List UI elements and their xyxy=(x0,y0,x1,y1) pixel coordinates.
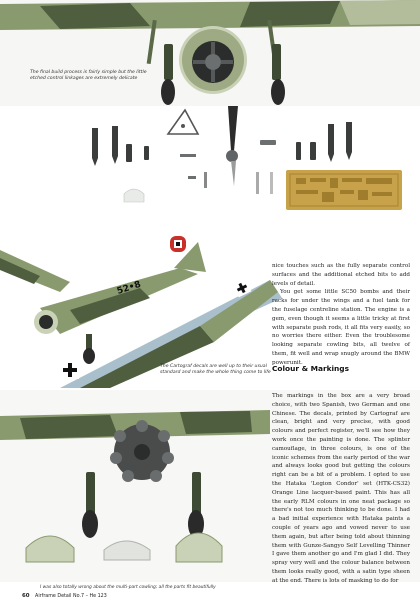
paragraph-colour-markings: The markings in the box are a very broad choice, with two Spanish, two German and one Chinese. The decals, printed by Cartograf are clean, bright and very precise, with good colours and perfect register, we'll see how they work once the painting is done. The splinter camouflage, in three colours, is one of the iconic schemes from the early period of the war and always looks good but getting the colours right can be a bit of a problem. I opted to use the Hataka 'Legion Condor' set (HTK-CS32) Orange Line lacquer-based paint. This has all the early RLM colours in one neat package so there's not too much thinking to be done. I had a bad initial experience with Hataka paints a couple of years ago and vowed never to use them again, but after being told about thinning them with Gunze-Sangyo Self Levelling Thinner I gave them another go and I'm glad I did. They spray very well and the colour balance between them looks really good, with a satin type sheen at the end. There is lots of masking to do for xyxy=(272,393,410,584)
caption-top: The final build process is fairly simple but the little etched control linkages are extremely delicate xyxy=(30,70,147,81)
page-number: 60 xyxy=(22,593,30,599)
article-column-top xyxy=(272,262,410,368)
intro-paragraph: nice touches such as the fully separate control surfaces and the additional etched bits to add levels of detail. xyxy=(272,263,410,287)
photo-nose-engine xyxy=(0,0,420,106)
publication-title: Airframe Detail No.7 – He 123 xyxy=(35,594,107,599)
article-column-bottom xyxy=(272,392,410,586)
section-heading-colour-markings: Colour & Markings xyxy=(272,364,349,373)
caption-bottom: I was also totally wrong about the multi-part cowling; all the parts fit beautifully xyxy=(40,585,216,590)
caption-middle: The Cartograf decals are well up to their usual standard and make the whole thing come to life xyxy=(160,364,271,375)
paragraph-bombs-engine: You get some little SC50 bombs and their racks for under the wings and a fuel tank for the fuselage centreline station. The engine is a gem, even though it seems a little tricky at first with separate push rods, it all fits very easily, so no worries there either. Even the troublesome looking separate cowling bits, all twelve of them, fit well and wrap snugly around the BMW powerunit. xyxy=(272,289,410,366)
photo-parts-layout xyxy=(0,106,420,212)
page-footer xyxy=(22,593,107,599)
fuselage-decal-code: 52•8 xyxy=(115,279,143,297)
